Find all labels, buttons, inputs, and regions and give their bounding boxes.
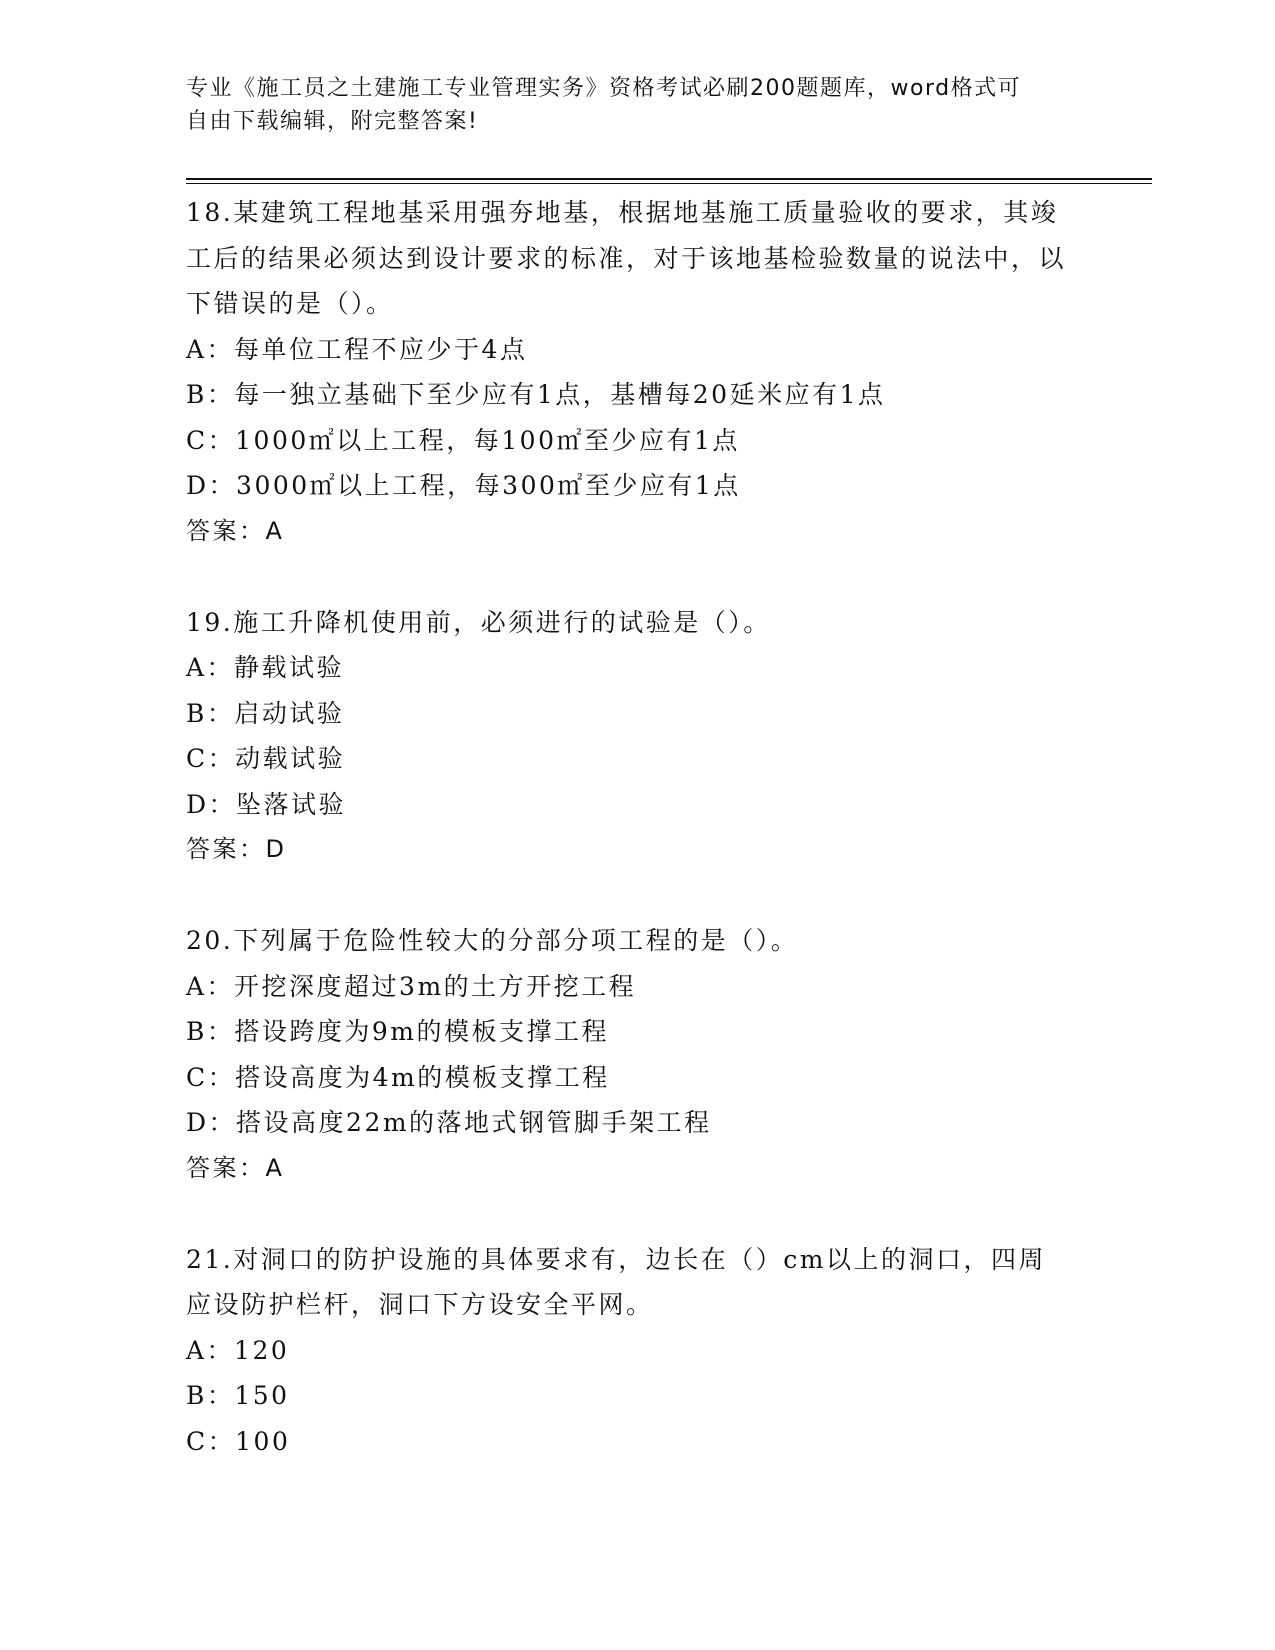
option-a: A：120	[186, 1335, 290, 1365]
question-21	[186, 1237, 1086, 1465]
header-divider-thin	[186, 183, 1152, 184]
option-b: B：启动试验	[186, 698, 345, 728]
option-d: D：坠落试验	[186, 789, 347, 819]
option-d: D：搭设高度22m的落地式钢管脚手架工程	[186, 1108, 712, 1137]
document-header	[186, 72, 1066, 138]
option-c: C：搭设高度为4m的模板支撑工程	[186, 1062, 610, 1092]
option-a: A：每单位工程不应少于4点	[186, 334, 528, 364]
question-20	[186, 918, 1086, 1191]
option-c: C：动载试验	[186, 744, 346, 773]
answer-label: 答案：A	[186, 516, 285, 545]
question-list	[186, 190, 1086, 1510]
header-divider	[186, 178, 1152, 180]
option-b: B：每一独立基础下至少应有1点，基槽每20延米应有1点	[186, 380, 886, 409]
answer-label: 答案：A	[186, 1153, 285, 1182]
answer-label: 答案：D	[186, 835, 287, 863]
option-c: C：1000㎡以上工程，每100㎡至少应有1点	[186, 425, 740, 455]
header-line-1: 专业《施工员之土建施工专业管理实务》资格考试必刷200题题库，word格式可	[186, 76, 1022, 101]
option-c: C：100	[186, 1426, 291, 1456]
option-b: B：搭设跨度为9m的模板支撑工程	[186, 1017, 609, 1046]
question-stem: 20.下列属于危险性较大的分部分项工程的是（）。	[186, 926, 799, 955]
question-19	[186, 600, 1086, 873]
option-a: A：开挖深度超过3m的土方开挖工程	[186, 971, 637, 1001]
option-b: B：150	[186, 1381, 290, 1410]
header-line-2: 自由下载编辑，附完整答案!	[186, 109, 479, 134]
question-stem: 21.对洞口的防护设施的具体要求有，边长在（）cm以上的洞口，四周应设防护栏杆，洞口下方设安全平网。	[186, 1244, 1046, 1319]
option-d: D：3000㎡以上工程，每300㎡至少应有1点	[186, 471, 741, 500]
question-stem: 18.某建筑工程地基采用强夯地基，根据地基施工质量验收的要求，其竣工后的结果必须达到设计要求的标准，对于该地基检验数量的说法中，以下错误的是（）。	[186, 198, 1067, 318]
question-stem: 19.施工升降机使用前，必须进行的试验是（）。	[186, 607, 771, 637]
option-a: A：静载试验	[186, 653, 345, 682]
question-18	[186, 190, 1086, 554]
